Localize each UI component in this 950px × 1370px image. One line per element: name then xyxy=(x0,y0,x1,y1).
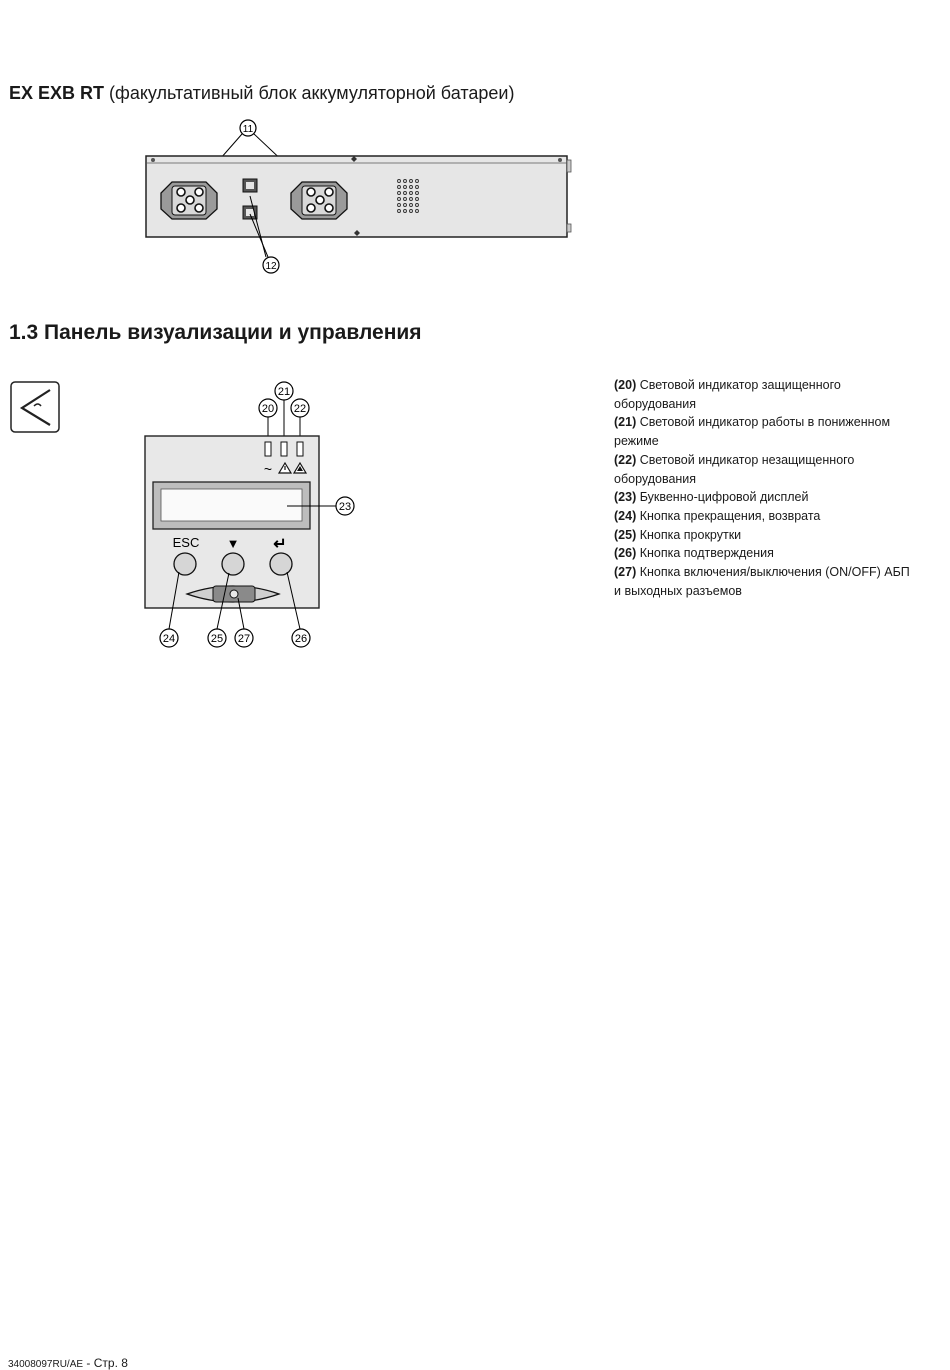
led-unprotected-equipment xyxy=(297,442,303,456)
legend-item-text: Буквенно-цифровой дисплей xyxy=(636,490,809,505)
legend-item xyxy=(614,526,914,545)
callout-22 xyxy=(291,399,309,417)
esc-button[interactable] xyxy=(174,553,196,575)
panel-legend xyxy=(614,376,914,600)
battery-unit-rear-diagram xyxy=(130,112,580,277)
callout-24 xyxy=(160,629,178,647)
callout-20-label: 20 xyxy=(261,403,275,415)
callout-25-label: 25 xyxy=(210,633,224,645)
legend-item xyxy=(614,563,914,600)
legend-item xyxy=(614,413,914,450)
page-number: - Стр. 8 xyxy=(83,1356,128,1370)
legend-item-text: Световой индикатор защищенного оборудования xyxy=(614,378,841,411)
callout-20 xyxy=(259,399,277,417)
callout-22-label: 22 xyxy=(293,403,307,415)
legend-item-text: Кнопка подтверждения xyxy=(636,546,774,561)
legend-item-number: (25) xyxy=(614,527,637,542)
document-number: 34008097RU/AE xyxy=(8,1359,84,1370)
callout-26 xyxy=(292,629,310,647)
section-1-3-title: 1.3 Панель визуализации и управления xyxy=(9,321,422,344)
legend-item-number: (21) xyxy=(614,415,637,430)
legend-item xyxy=(614,451,914,488)
legend-item-text: Кнопка прекращения, возврата xyxy=(636,508,821,523)
legend-item-number: (24) xyxy=(614,508,637,523)
section-ex-exb-rt-title xyxy=(9,83,514,104)
legend-item-number: (22) xyxy=(614,452,637,467)
legend-item xyxy=(614,376,914,413)
callout-27-label: 27 xyxy=(237,633,251,645)
callout-27 xyxy=(235,629,253,647)
callout-23-label: 23 xyxy=(338,501,352,513)
callout-21-label: 21 xyxy=(277,386,291,398)
callout-11-label: 11 xyxy=(242,124,254,135)
tip-eye-icon xyxy=(10,381,60,433)
callout-12-label: 12 xyxy=(265,261,277,272)
enter-icon: ↵ xyxy=(273,536,287,553)
ac-symbol-icon: ~ xyxy=(263,461,273,477)
callout-21 xyxy=(275,382,293,400)
legend-item xyxy=(614,544,914,563)
battery-connector-left xyxy=(161,182,217,219)
callout-24-label: 24 xyxy=(162,633,176,645)
scroll-down-icon: ▼ xyxy=(226,536,240,551)
legend-item xyxy=(614,507,914,526)
control-panel-diagram xyxy=(140,380,370,650)
legend-item-text: Световой индикатор незащищенного оборудования xyxy=(614,452,855,486)
esc-label: ESC xyxy=(172,535,200,550)
led-protected-equipment xyxy=(265,442,271,456)
legend-item xyxy=(614,488,914,507)
callout-12 xyxy=(263,257,279,273)
legend-item-text: Кнопка прокрутки xyxy=(636,527,742,542)
battery-connector-right xyxy=(291,182,347,219)
legend-item-text: Кнопка включения/выключения (ON/OFF) АБП и выходных разъемов xyxy=(614,565,910,598)
section-ex-title-bold: EX EXB RT xyxy=(9,83,105,103)
section-ex-title-rest: (факультативный блок аккумуляторной батареи) xyxy=(104,83,515,103)
callout-26-label: 26 xyxy=(294,633,308,645)
legend-item-number: (20) xyxy=(614,378,637,392)
legend-item-number: (27) xyxy=(614,565,637,580)
callout-25 xyxy=(208,629,226,647)
legend-item-number: (23) xyxy=(614,490,637,505)
page-footer xyxy=(8,1356,128,1370)
scroll-button[interactable] xyxy=(222,553,244,575)
legend-item-text: Световой индикатор работы в пониженном режиме xyxy=(614,415,891,449)
legend-item-number: (26) xyxy=(614,546,637,561)
led-reduced-mode xyxy=(281,442,287,456)
enter-button[interactable] xyxy=(270,553,292,575)
callout-23 xyxy=(336,497,354,515)
callout-11 xyxy=(240,120,256,136)
